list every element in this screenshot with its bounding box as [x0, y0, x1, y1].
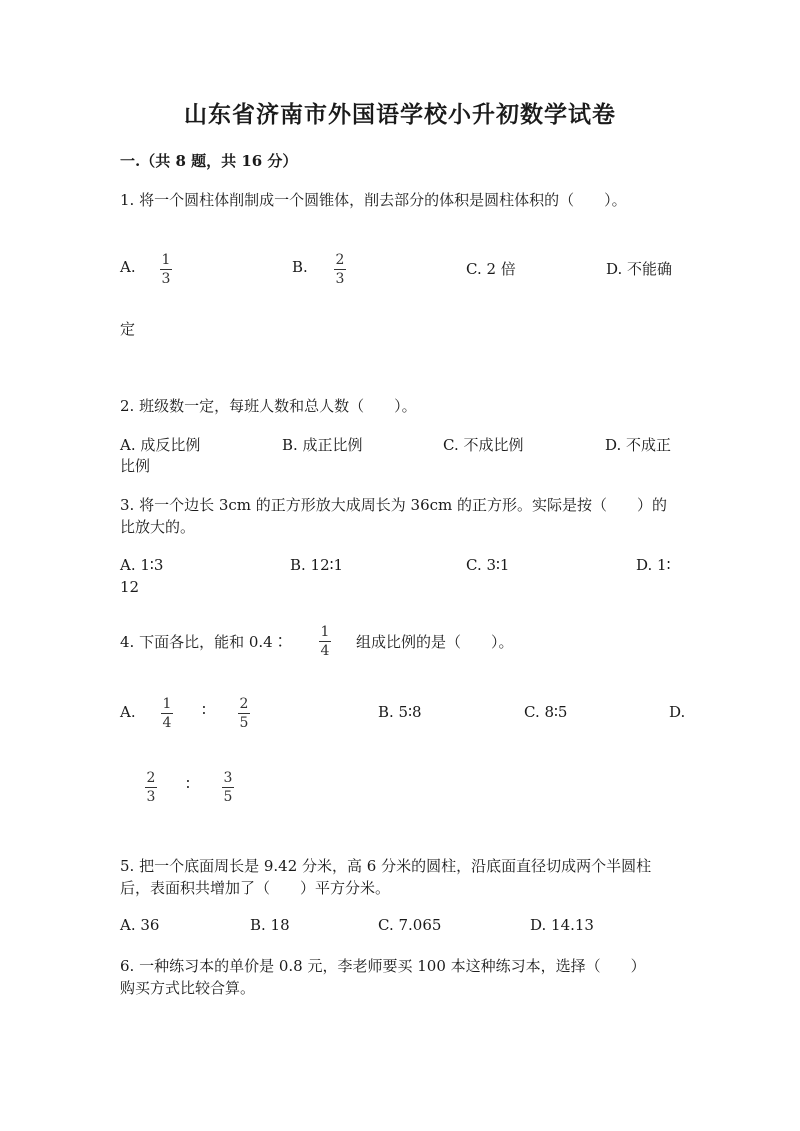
page-title: 山东省济南市外国语学校小升初数学试卷	[184, 101, 616, 128]
q2-option-b[interactable]: B. 成正比例	[282, 436, 363, 454]
q4-option-d-colon: ∶	[186, 775, 190, 793]
numerator: 1	[161, 252, 171, 268]
q4-option-d-fraction-1	[145, 771, 157, 804]
q3-option-c[interactable]: C. 3∶1	[466, 556, 510, 574]
q5-option-b[interactable]: B. 18	[250, 916, 290, 934]
question-3-text-line2: 比放大的。	[120, 518, 196, 536]
question-6-text-line1: 6. 一种练习本的单价是 0.8 元，李老师要买 100 本这种练习本，选择（ ）	[120, 957, 646, 975]
question-3-text-line1: 3. 将一个边长 3cm 的正方形放大成周长为 36cm 的正方形。实际是按（ ）的	[120, 496, 668, 514]
question-2-text: 2. 班级数一定，每班人数和总人数（ ）。	[120, 397, 417, 415]
q4-option-d-label[interactable]: D.	[669, 703, 686, 721]
denominator: 4	[320, 643, 330, 659]
q4-option-d-fraction-2	[222, 771, 234, 804]
denominator: 3	[335, 271, 345, 287]
q2-option-d[interactable]: D. 不成正	[605, 436, 672, 454]
q5-option-c[interactable]: C. 7.065	[378, 916, 442, 934]
q4-option-a-label[interactable]: A.	[120, 703, 136, 721]
section-heading: 一.（共 8 题，共 16 分）	[120, 152, 298, 170]
numerator: 2	[239, 696, 249, 712]
q3-option-b[interactable]: B. 12∶1	[290, 556, 344, 574]
q4-option-b[interactable]: B. 5∶8	[378, 703, 422, 721]
denominator: 5	[223, 789, 233, 805]
numerator: 3	[223, 770, 233, 786]
q1-option-b-label[interactable]: B.	[292, 258, 308, 276]
denominator: 4	[162, 715, 172, 731]
numerator: 1	[320, 624, 330, 640]
q4-option-a-fraction-2	[238, 697, 250, 730]
question-4-text-before: 4. 下面各比，能和 0.4∶	[120, 633, 288, 651]
question-5-text-line2: 后，表面积共增加了（ ）平方分米。	[120, 879, 391, 897]
q4-option-c[interactable]: C. 8∶5	[524, 703, 568, 721]
q2-option-d-continued: 比例	[120, 457, 151, 475]
q2-option-c[interactable]: C. 不成比例	[443, 436, 524, 454]
numerator: 1	[162, 696, 172, 712]
q4-option-a-colon: ∶	[202, 701, 206, 719]
q1-option-a-fraction	[160, 253, 172, 286]
q1-option-b-fraction	[334, 253, 346, 286]
question-1-text: 1. 将一个圆柱体削制成一个圆锥体，削去部分的体积是圆柱体积的（ ）。	[120, 191, 627, 209]
q3-option-d[interactable]: D. 1∶	[636, 556, 671, 574]
q4-stem-fraction	[319, 625, 331, 658]
q1-option-d-continued: 定	[120, 320, 136, 338]
q1-option-c[interactable]: C. 2 倍	[466, 260, 516, 278]
q1-option-a-label[interactable]: A.	[120, 258, 136, 276]
q1-option-d[interactable]: D. 不能确	[606, 260, 673, 278]
numerator: 2	[335, 252, 345, 268]
question-4-text-after: 组成比例的是（ ）。	[356, 633, 514, 651]
denominator: 3	[161, 271, 171, 287]
q2-option-a[interactable]: A. 成反比例	[120, 436, 201, 454]
denominator: 3	[146, 789, 156, 805]
numerator: 2	[146, 770, 156, 786]
question-5-text-line1: 5. 把一个底面周长是 9.42 分米，高 6 分米的圆柱，沿底面直径切成两个半圆柱	[120, 857, 652, 875]
denominator: 5	[239, 715, 249, 731]
question-6-text-line2: 购买方式比较合算。	[120, 979, 256, 997]
q4-option-a-fraction-1	[161, 697, 173, 730]
q3-option-a[interactable]: A. 1∶3	[120, 556, 164, 574]
q3-option-d-continued: 12	[120, 578, 140, 596]
q5-option-a[interactable]: A. 36	[120, 916, 160, 934]
q5-option-d[interactable]: D. 14.13	[530, 916, 594, 934]
